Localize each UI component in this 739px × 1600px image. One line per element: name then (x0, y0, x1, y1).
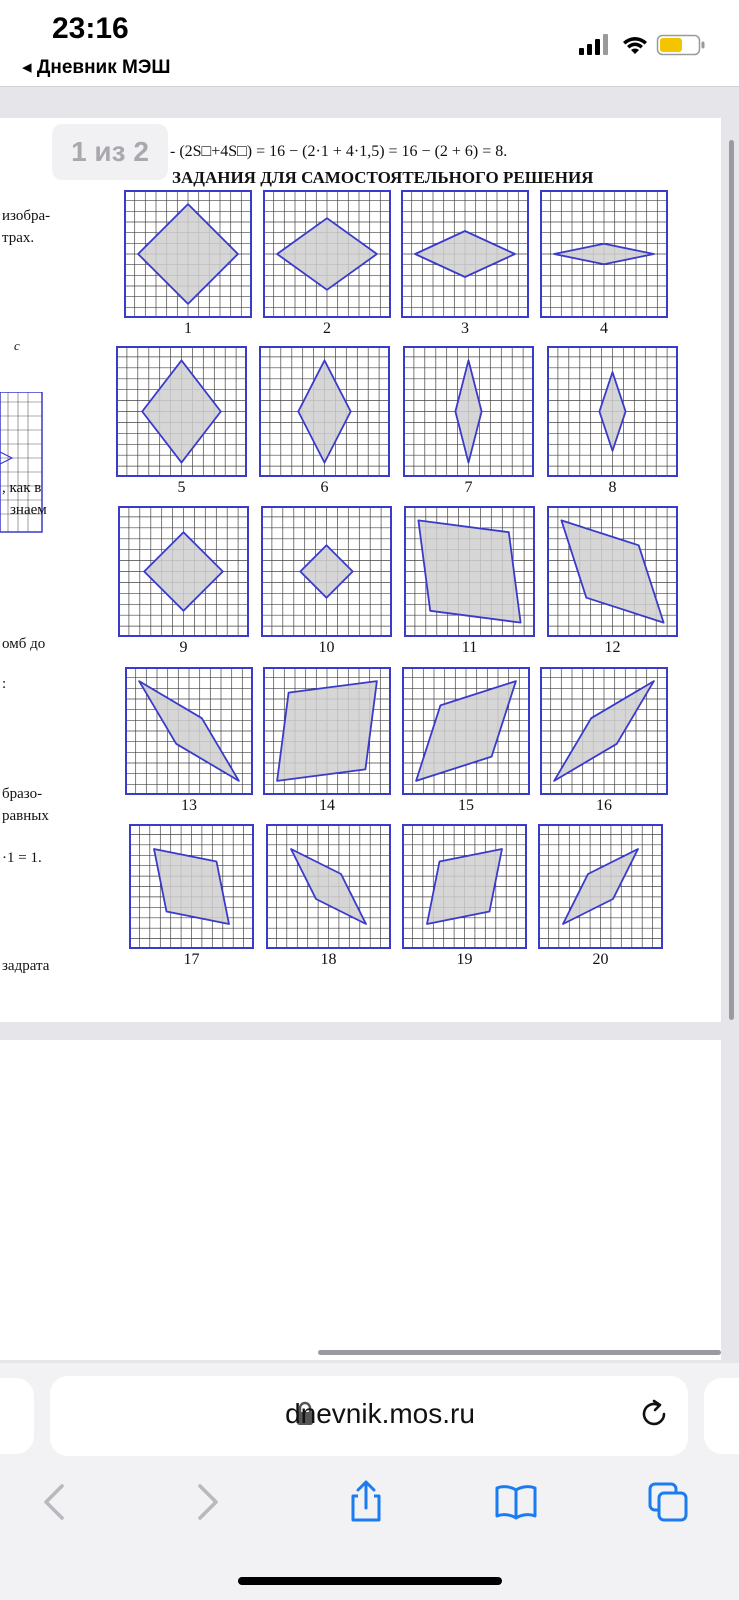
figure-label: 9 (179, 639, 188, 656)
text-fragment: бразо- (2, 786, 43, 802)
grid-figure-1 (124, 190, 252, 318)
figure-label: 11 (461, 639, 478, 656)
figure-label: 17 (183, 951, 200, 968)
page-indicator: 1 из 2 (52, 124, 168, 180)
back-to-app-link[interactable]: ◂ Дневник МЭШ (22, 57, 171, 78)
figure-label: 13 (181, 797, 197, 814)
system-icons (579, 32, 709, 56)
tabs-icon[interactable] (646, 1480, 690, 1524)
figure-label: 1 (184, 320, 192, 337)
figure-label: 10 (318, 639, 335, 656)
figure-label: 18 (320, 951, 337, 968)
figure-label: 8 (608, 479, 617, 496)
figure-label: 14 (319, 797, 335, 814)
url-text: dnevnik.mos.ru (285, 1398, 475, 1429)
forward-arrow-icon[interactable] (184, 1480, 228, 1524)
grid-figure-16 (540, 667, 668, 795)
grid-figure-12 (547, 506, 678, 637)
grid-figure-13 (125, 667, 253, 795)
grid-figure-14 (263, 667, 391, 795)
home-indicator (238, 1577, 502, 1585)
formula-line: - (2S□+4S□) = 16 − (2·1 + 4·1,5) = 16 − (2 + 6) = 8. (170, 143, 508, 160)
next-tab-preview[interactable] (704, 1378, 739, 1454)
text-fragment: ·1 = 1. (2, 850, 42, 866)
text-fragment: знаем (10, 502, 47, 518)
grid-figure-7 (403, 346, 534, 477)
grid-figure-17 (129, 824, 254, 949)
battery-icon (658, 36, 705, 55)
figure-label: 3 (461, 320, 469, 337)
clock: 23:16 (52, 12, 129, 45)
grid-figure-3 (401, 190, 529, 318)
grid-figure-20 (538, 824, 663, 949)
figure-label: 15 (458, 797, 474, 814)
grid-figure-18 (266, 824, 391, 949)
text-fragment: c (14, 338, 20, 353)
reload-icon[interactable] (638, 1398, 670, 1430)
grid-figure-2 (263, 190, 391, 318)
text-fragment: равных (2, 808, 49, 824)
grid-figure-11 (404, 506, 535, 637)
grid-figure-19 (402, 824, 527, 949)
grid-figure-5 (116, 346, 247, 477)
quadrilateral-shape (418, 520, 520, 622)
figure-label: 12 (604, 639, 621, 656)
grid-figure-9 (118, 506, 249, 637)
text-fragment: трах. (2, 230, 35, 246)
grid-figure-10 (261, 506, 392, 637)
vertical-scrollbar[interactable] (729, 140, 734, 1020)
bookmarks-icon[interactable] (494, 1480, 538, 1524)
figure-label: 2 (323, 320, 331, 337)
grid-figure-8 (547, 346, 678, 477)
figure-label: 20 (592, 951, 609, 968)
grid-figure-6 (259, 346, 390, 477)
grid-figure-4 (540, 190, 668, 318)
signal-icon (579, 34, 608, 55)
figure-label: 6 (320, 479, 329, 496)
figure-label: 16 (596, 797, 612, 814)
text-fragment: изобра- (2, 208, 51, 224)
figure-label: 5 (177, 479, 186, 496)
wifi-icon (623, 37, 647, 54)
back-arrow-icon[interactable] (34, 1480, 78, 1524)
text-fragment: , как в (2, 480, 42, 496)
status-bar (0, 0, 739, 86)
figure-label: 4 (600, 320, 608, 337)
share-icon[interactable] (344, 1480, 388, 1524)
address-bar[interactable] (50, 1376, 688, 1456)
text-fragment: задрата (2, 958, 50, 974)
section-heading: ЗАДАНИЯ ДЛЯ САМОСТОЯТЕЛЬНОГО РЕШЕНИЯ (172, 168, 594, 187)
figure-label: 19 (456, 951, 473, 968)
previous-tab-preview[interactable] (0, 1378, 34, 1454)
horizontal-scrollbar[interactable] (318, 1350, 721, 1355)
text-fragment: : (2, 676, 7, 692)
figure-label: 7 (464, 479, 473, 496)
text-fragment: омб до (2, 636, 46, 652)
grid-figure-15 (402, 667, 530, 795)
quadrilateral-shape (277, 681, 377, 781)
pdf-page-2 (0, 1040, 721, 1360)
